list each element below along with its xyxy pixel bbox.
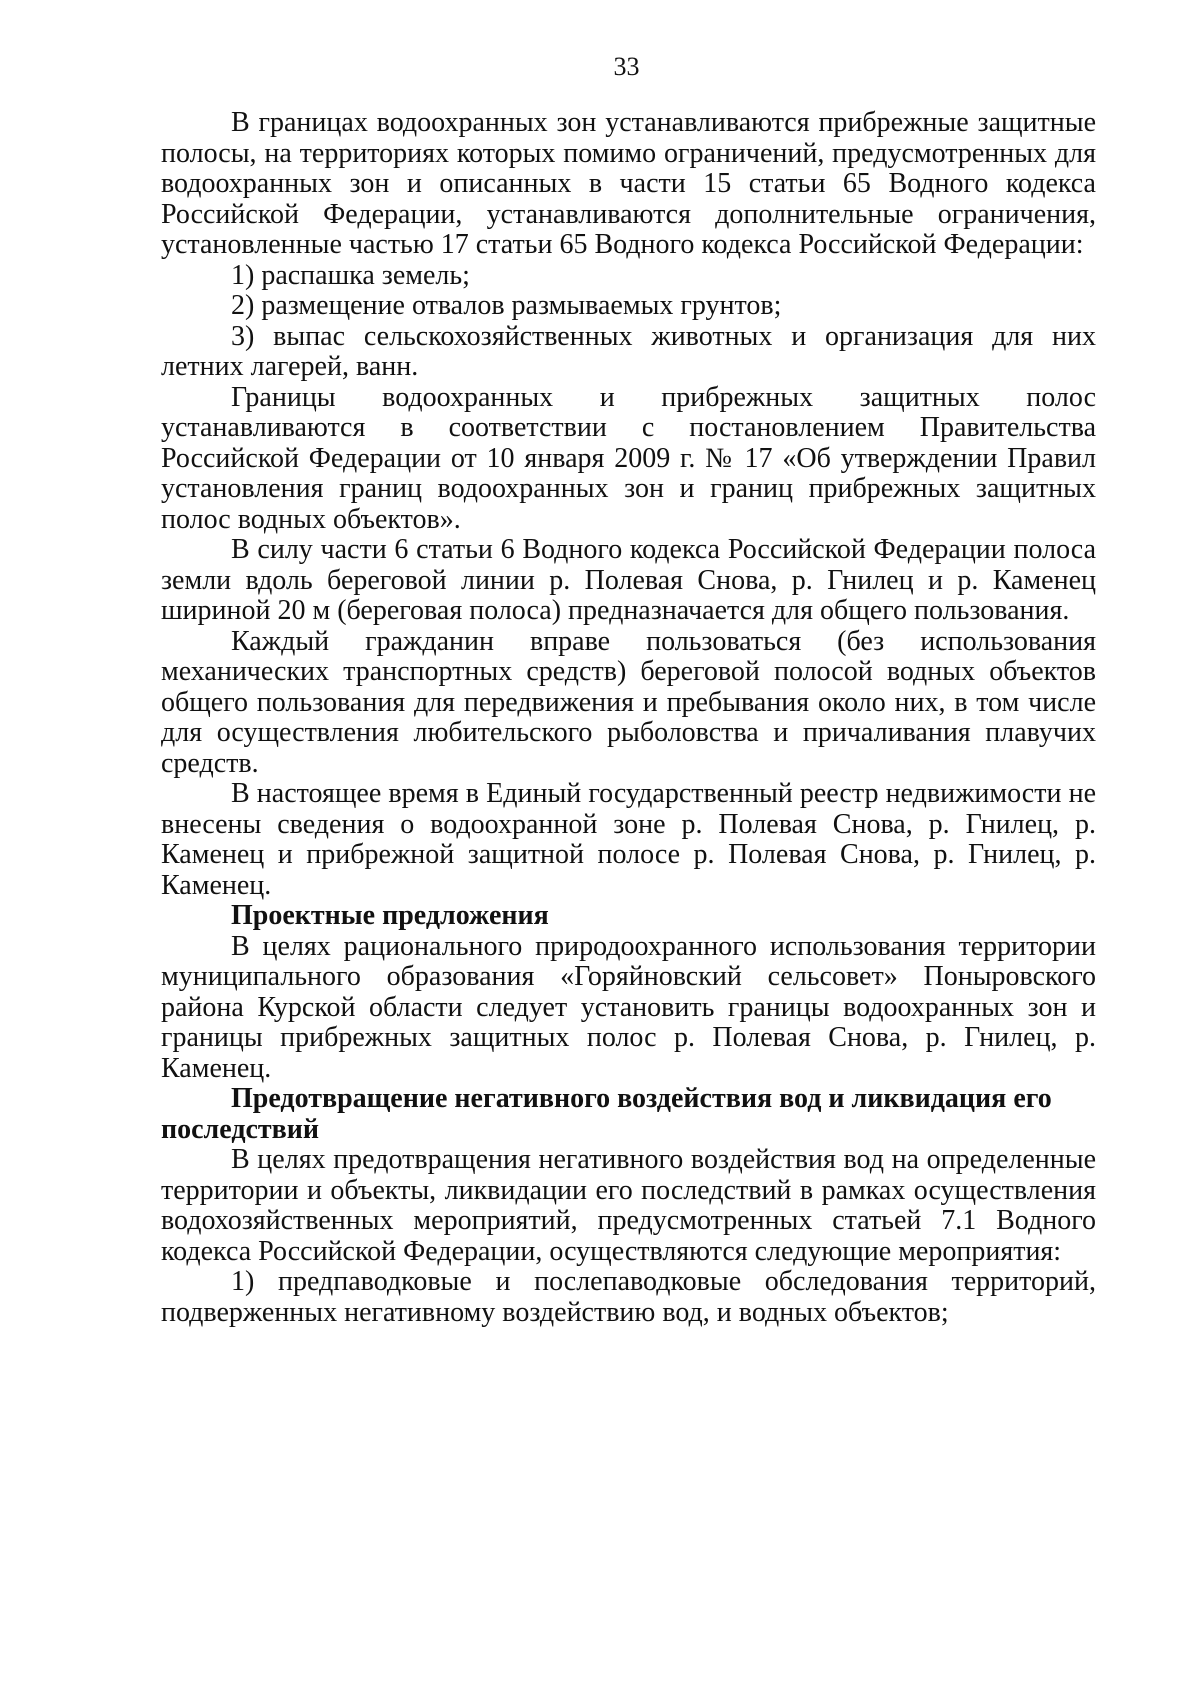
list-item-dumps: 2) размещение отвалов размываемых грунтов; <box>231 290 782 321</box>
paragraph-coastal-strips: В границах водоохранных зон устанавливаются прибрежные защитные полосы, на территориях которых помимо ограничений, предусмотренных для водоохранных зон и описанных в части 15 статьи 65 Водного кодекса Российской Федерации, устанавливаются дополнительные ограничения, установленные частью 17 статьи 65 Водного кодекса Российской Федерации: <box>161 107 1096 260</box>
paragraph-registry: В настоящее время в Единый государственный реестр недвижимости не внесены сведения о водоохранной зоне р. Полевая Снова, р. Гнилец, р. Каменец и прибрежной защитной полосе р. Полевая Снова, р. Гнилец, р. Каменец. <box>161 778 1096 901</box>
list-item-grazing: 3) выпас сельскохозяйственных животных и организация для них летних лагерей, ванн. <box>161 320 1096 382</box>
paragraph-citizen-rights: Каждый гражданин вправе пользоваться (без использования механических транспортных средств) береговой полосой водных объектов общего пользования для передвижения и пребывания около них, в том числе для осуществления любительского рыболовства и причаливания плавучих средств. <box>161 625 1096 779</box>
page-number: 33 <box>613 52 640 81</box>
paragraph-shore-strip: В силу части 6 статьи 6 Водного кодекса Российской Федерации полоса земли вдоль береговой линии р. Полевая Снова, р. Гнилец и р. Каменец шириной 20 м (береговая полоса) предназначается для общего пользования. <box>161 534 1096 626</box>
paragraph-boundaries: Границы водоохранных и прибрежных защитных полос устанавливаются в соответствии с постановлением Правительства Российской Федерации от 10 января 2009 г. № 17 «Об утверждении Правил установления границ водоохранных зон и границ прибрежных защитных полос водных объектов». <box>161 381 1096 535</box>
list-item-plowing: 1) распашка земель; <box>231 259 470 291</box>
heading-project-proposals: Проектные предложения <box>231 900 549 931</box>
document-body <box>161 108 1096 1328</box>
heading-negative-impact: Предотвращение негативного воздействия вод и ликвидация его последствий <box>161 1083 1052 1145</box>
paragraph-proposals: В целях рационального природоохранного использования территории муниципального образования «Горяйновский сельсовет» Поныровского района Курской области следует установить границы водоохранных зон и границы прибрежных защитных полос р. Полевая Снова, р. Гнилец, р. Каменец. <box>161 930 1096 1084</box>
paragraph-prevention: В целях предотвращения негативного воздействия вод на определенные территории и объекты, ликвидации его последствий в рамках осуществления водохозяйственных мероприятий, предусмотренных статьей 7.1 Водного кодекса Российской Федерации, осуществляются следующие мероприятия: <box>161 1144 1096 1267</box>
list-item-surveys: 1) предпаводковые и послепаводковые обследования территорий, подверженных негативному воздействию вод, и водных объектов; <box>161 1266 1096 1328</box>
